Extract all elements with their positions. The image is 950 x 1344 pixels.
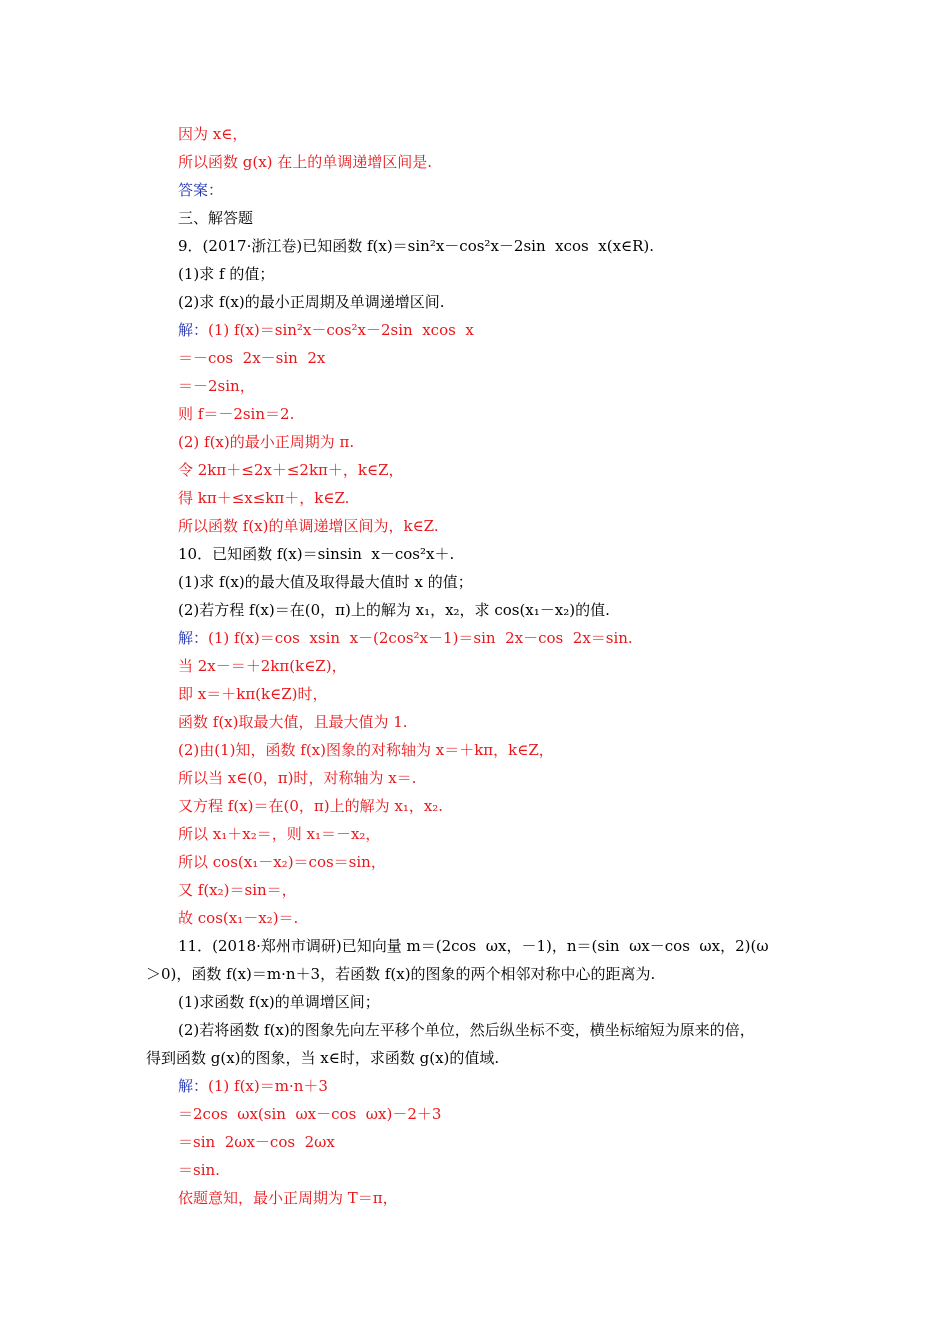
line-text: (1) f(x)＝sin²x－cos²x－2sin xcos x — [208, 321, 474, 339]
line-text: 答案： — [178, 181, 224, 199]
text-line — [178, 152, 432, 172]
line-text: (2)由(1)知，函数 f(x)图象的对称轴为 x＝＋kπ，k∈Z， — [178, 741, 554, 759]
text-line — [178, 124, 247, 144]
line-text: 所以函数 g(x) 在上的单调递增区间是. — [178, 153, 433, 171]
text-line — [146, 964, 655, 984]
text-line — [178, 488, 349, 508]
text-line — [178, 936, 769, 956]
line-text: 得到函数 g(x)的图象，当 x∈时，求函数 g(x)的值域. — [146, 1049, 500, 1067]
line-text: (2)若将函数 f(x)的图象先向左平移个单位，然后纵坐标不变，横坐标缩短为原来的倍， — [178, 1021, 755, 1039]
text-line — [178, 544, 454, 564]
line-text: 则 f＝－2sin＝2. — [178, 405, 295, 423]
line-text: (1)求 f(x)的最大值及取得最大值时 x 的值； — [178, 573, 473, 591]
line-text: 又方程 f(x)＝在(0，π)上的解为 x₁，x₂. — [178, 797, 444, 815]
text-line — [178, 992, 380, 1012]
solution-label: 解： — [178, 1077, 209, 1095]
line-text: 所以函数 f(x)的单调递增区间为，k∈Z. — [178, 517, 439, 535]
line-text: 令 2kπ＋≤2x＋≤2kπ＋，k∈Z， — [178, 461, 404, 479]
text-line — [178, 292, 445, 312]
line-text: ＝－cos 2x－sin 2x — [178, 349, 326, 367]
line-text: ＞0)，函数 f(x)＝m·n＋3，若函数 f(x)的图象的两个相邻对称中心的距离为. — [146, 965, 656, 983]
solution-label: 解： — [178, 321, 209, 339]
text-line — [178, 880, 297, 900]
text-line — [178, 908, 298, 928]
text-line — [178, 712, 408, 732]
line-text: (1)求 f 的值； — [178, 265, 275, 283]
text-line — [178, 852, 386, 872]
line-text: ＝sin. — [178, 1161, 220, 1179]
line-text: 依题意知，最小正周期为 T＝π， — [178, 1189, 398, 1207]
text-line — [178, 1076, 328, 1096]
line-text: 因为 x∈， — [178, 125, 248, 143]
text-line — [178, 824, 380, 844]
text-line — [178, 1132, 335, 1152]
text-line — [178, 684, 328, 704]
text-line — [178, 600, 610, 620]
line-text: (1)求函数 f(x)的单调增区间； — [178, 993, 380, 1011]
text-line — [178, 796, 443, 816]
line-text: (1) f(x)＝cos xsin x－(2cos²x－1)＝sin 2x－cos 2x＝sin. — [208, 629, 633, 647]
text-line — [178, 376, 255, 396]
text-line — [178, 348, 325, 368]
text-line — [178, 180, 223, 200]
text-line — [178, 572, 473, 592]
text-line — [178, 236, 654, 256]
text-line — [178, 460, 404, 480]
text-line — [178, 208, 253, 228]
text-line — [178, 404, 294, 424]
line-text: 三、解答题 — [178, 209, 254, 227]
line-text: 所以 x₁＋x₂＝，则 x₁＝－x₂， — [178, 825, 381, 843]
text-line — [178, 432, 354, 452]
text-line — [178, 320, 474, 340]
line-text: 所以 cos(x₁－x₂)＝cos＝sin， — [178, 853, 386, 871]
text-line — [178, 516, 439, 536]
line-text: ＝2cos ωx(sin ωx－cos ωx)－2＋3 — [178, 1105, 442, 1123]
line-text: ＝－2sin， — [178, 377, 255, 395]
line-text: (2) f(x)的最小正周期为 π. — [178, 433, 355, 451]
text-line — [178, 740, 554, 760]
text-line — [178, 1160, 220, 1180]
text-line — [146, 1048, 499, 1068]
line-text: ＝sin 2ωx－cos 2ωx — [178, 1133, 335, 1151]
line-text: 故 cos(x₁－x₂)＝. — [178, 909, 299, 927]
line-text: 即 x＝＋kπ(k∈Z)时， — [178, 685, 328, 703]
text-line — [178, 1020, 755, 1040]
line-text: 11．(2018·郑州市调研)已知向量 m＝(2cos ωx，－1)，n＝(sin ωx－cos ωx，2)(ω — [178, 937, 769, 955]
solution-label: 解： — [178, 629, 209, 647]
text-line — [178, 656, 347, 676]
line-text: 9．(2017·浙江卷)已知函数 f(x)＝sin²x－cos²x－2sin xcos x(x∈R). — [178, 237, 655, 255]
text-line — [178, 1104, 441, 1124]
text-line — [178, 1188, 398, 1208]
line-text: 又 f(x₂)＝sin＝， — [178, 881, 297, 899]
text-line — [178, 264, 274, 284]
line-text: 10．已知函数 f(x)＝sinsin x－cos²x＋. — [178, 545, 455, 563]
line-text: 所以当 x∈(0，π)时，对称轴为 x＝. — [178, 769, 417, 787]
line-text: 得 kπ＋≤x≤kπ＋，k∈Z. — [178, 489, 350, 507]
line-text: 当 2x－＝＋2kπ(k∈Z)， — [178, 657, 347, 675]
line-text: 函数 f(x)取最大值，且最大值为 1. — [178, 713, 408, 731]
line-text: (1) f(x)＝m·n＋3 — [208, 1077, 328, 1095]
text-line — [178, 768, 416, 788]
text-line — [178, 628, 633, 648]
line-text: (2)求 f(x)的最小正周期及单调递增区间. — [178, 293, 445, 311]
line-text: (2)若方程 f(x)＝在(0，π)上的解为 x₁，x₂，求 cos(x₁－x₂)的值. — [178, 601, 610, 619]
